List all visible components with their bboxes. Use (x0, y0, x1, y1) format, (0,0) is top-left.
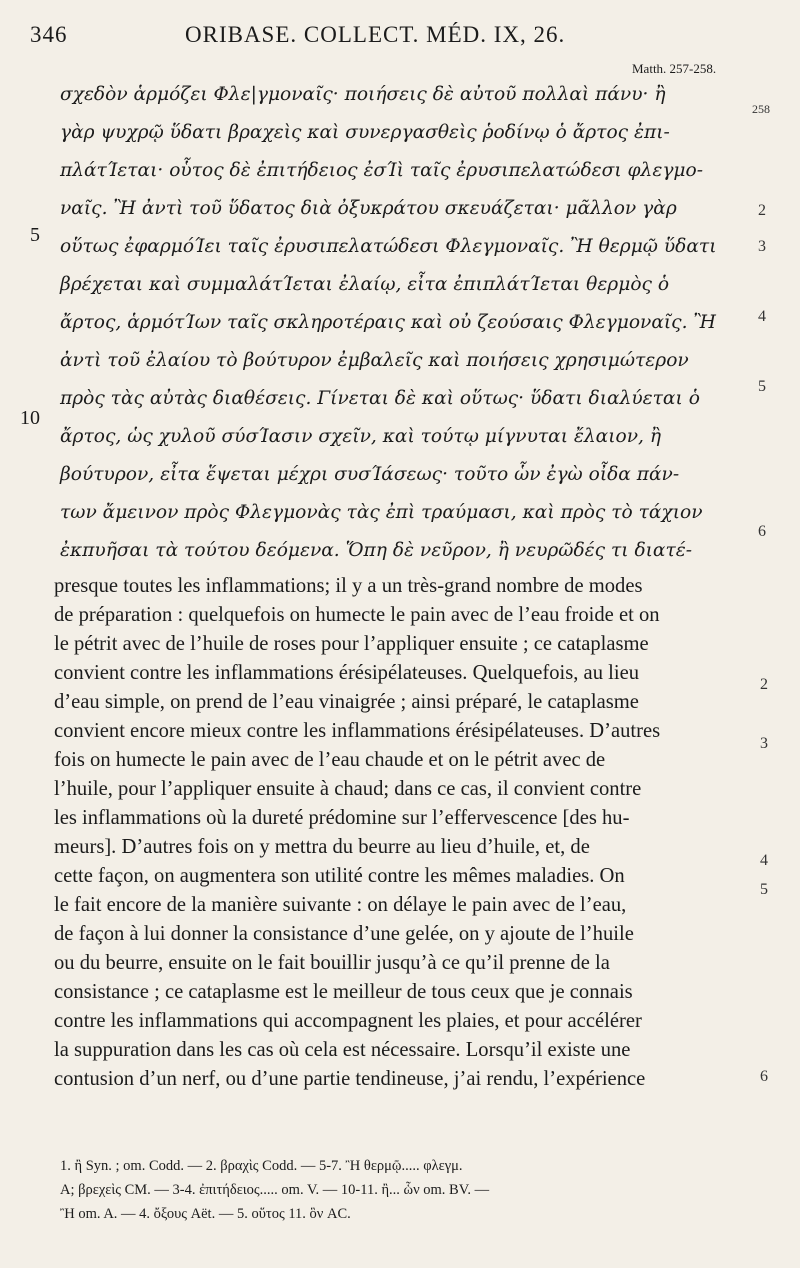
margin-number: 2 (758, 202, 766, 219)
french-line: de préparation : quelquefois on humecte le pain avec de l’eau froide et on (54, 604, 660, 626)
french-line: l’huile, pour l’appliquer ensuite à chaud; dans ce cas, il convient contre (54, 778, 642, 800)
french-line: d’eau simple, on prend de l’eau vinaigrée ; ainsi préparé, le cataplasme (54, 691, 639, 713)
french-line: de façon à lui donner la consistance d’une gelée, on y ajoute de l’huile (54, 923, 634, 945)
margin-number: 6 (758, 523, 766, 540)
margin-number: 4 (758, 308, 766, 325)
edition-reference: Matth. 257-258. (632, 61, 717, 76)
french-line: le pétrit avec de l’huile de roses pour l’appliquer ensuite ; ce cataplasme (54, 633, 649, 655)
note-line: 1. ἢ Syn. ; om. Codd. — 2. βραχὶς Codd. — 5-7. Ἢ θερμῷ..... φλεγμ. (60, 1158, 463, 1174)
french-line: cette façon, on augmentera son utilité contre les mêmes maladies. On (54, 865, 625, 887)
margin-number: 6 (760, 1068, 768, 1085)
page-number: 346 (30, 22, 68, 47)
french-line: la suppuration dans les cas où cela est nécessaire. Lorsqu’il existe une (54, 1039, 631, 1061)
greek-line: πρὸς τὰς αὐτὰς διαθέσεις. Γίνεται δὲ καὶ οὕτως· ὕδατι διαλύεται ὁ (60, 388, 700, 409)
french-line: ou du beurre, ensuite on le fait bouillir jusqu’à ce qu’il prenne de la (54, 952, 610, 974)
greek-line: βούτυρον, εἶτα ἕψεται μέχρι συσΊάσεως· τοῦτο ὧν ἐγὼ οἶδα πάν- (60, 464, 680, 485)
greek-line: ἐκπυῆσαι τὰ τούτου δεόμενα. Ὅπη δὲ νεῦρον, ἢ νευρῶδές τι διατέ- (60, 540, 693, 561)
french-line: meurs]. D’autres fois on y mettra du beurre au lieu d’huile, et, de (54, 836, 590, 858)
critical-apparatus (60, 1158, 750, 1238)
french-line: le fait encore de la manière suivante : on délaye le pain avec de l’eau, (54, 894, 627, 916)
french-line: fois on humecte le pain avec de l’eau chaude et on le pétrit avec de (54, 749, 606, 771)
margin-number: 5 (758, 378, 766, 395)
french-line: contusion d’un nerf, ou d’une partie tendineuse, j’ai rendu, l’expérience (54, 1068, 646, 1090)
greek-line: γὰρ ψυχρῷ ὕδατι βραχεὶς καὶ συνεργασθεὶς ῥοδίνῳ ὁ ἄρτος ἐπι- (60, 122, 670, 143)
line-number: 5 (30, 224, 40, 246)
greek-text (60, 70, 750, 561)
greek-line: ἄρτος, ὡς χυλοῦ σύσΊασιν σχεῖν, καὶ τούτῳ μίγνυται ἔλαιον, ἢ (60, 426, 661, 447)
greek-line: οὕτως ἐφαρμόΊει ταῖς ἐρυσιπελατώδεσι Φλεγμοναῖς. Ἢ θερμῷ ὕδατι (60, 236, 717, 257)
greek-line: σχεδὸν ἁρμόζει Φλε|γμοναῖς· ποιήσεις δὲ αὐτοῦ πολλαὶ πάνυ· ἢ (60, 84, 666, 105)
greek-line: ναῖς. Ἢ ἀντὶ τοῦ ὕδατος διὰ ὀξυκράτου σκευάζεται· μᾶλλον γὰρ (60, 198, 677, 219)
french-line: convient encore mieux contre les inflammations érésipélateuses. D’autres (54, 720, 661, 742)
margin-number: 3 (760, 735, 768, 752)
french-line: les inflammations où la dureté prédomine sur l’effervescence [des hu- (54, 807, 630, 829)
greek-line: ἀντὶ τοῦ ἐλαίου τὸ βούτυρον ἐμβαλεῖς καὶ ποιήσεις χρησιμώτερον (60, 350, 689, 371)
french-line: contre les inflammations qui accompagnent les plaies, et pour accélérer (54, 1010, 642, 1032)
greek-line: πλάτΊεται· οὗτος δὲ ἐπιτήδειος ἐσΊὶ ταῖς ἐρυσιπελατώδεσι φλεγμο- (60, 160, 703, 181)
margin-number: 2 (760, 676, 768, 693)
french-line: presque toutes les inflammations; il y a un très-grand nombre de modes (54, 575, 643, 597)
note-line: Ἢ om. A. — 4. ὄξους Aët. — 5. οὕτος 11. ὃν AC. (60, 1206, 351, 1222)
greek-line: ἄρτος, ἁρμότΊων ταῖς σκληροτέραις καὶ οὐ ζεούσαις Φλεγμοναῖς. Ἢ (60, 312, 716, 333)
french-line: consistance ; ce cataplasme est le meilleur de tous ceux que je connais (54, 981, 633, 1003)
note-line: A; βρεχεὶς CM. — 3-4. ἐπιτήδειος..... om. V. — 10-11. ἢ... ὧν om. BV. — (60, 1182, 490, 1198)
greek-line: των ἄμεινον πρὸς Φλεγμονὰς τὰς ἐπὶ τραύμασι, καὶ πρὸς τὸ τάχιον (60, 502, 703, 523)
french-translation (54, 575, 744, 1135)
running-head (30, 22, 720, 52)
margin-number: 4 (760, 852, 768, 869)
line-number: 10 (20, 407, 40, 429)
greek-line: βρέχεται καὶ συμμαλάτΊεται ἐλαίῳ, εἶτα ἐπιπλάτΊεται θερμὸς ὁ (60, 274, 670, 295)
margin-number: 258 (752, 102, 770, 116)
margin-number: 5 (760, 881, 768, 898)
margin-number: 3 (758, 238, 766, 255)
french-line: convient contre les inflammations érésipélateuses. Quelquefois, au lieu (54, 662, 640, 684)
page-title: ORIBASE. COLLECT. MÉD. IX, 26. (185, 22, 566, 47)
